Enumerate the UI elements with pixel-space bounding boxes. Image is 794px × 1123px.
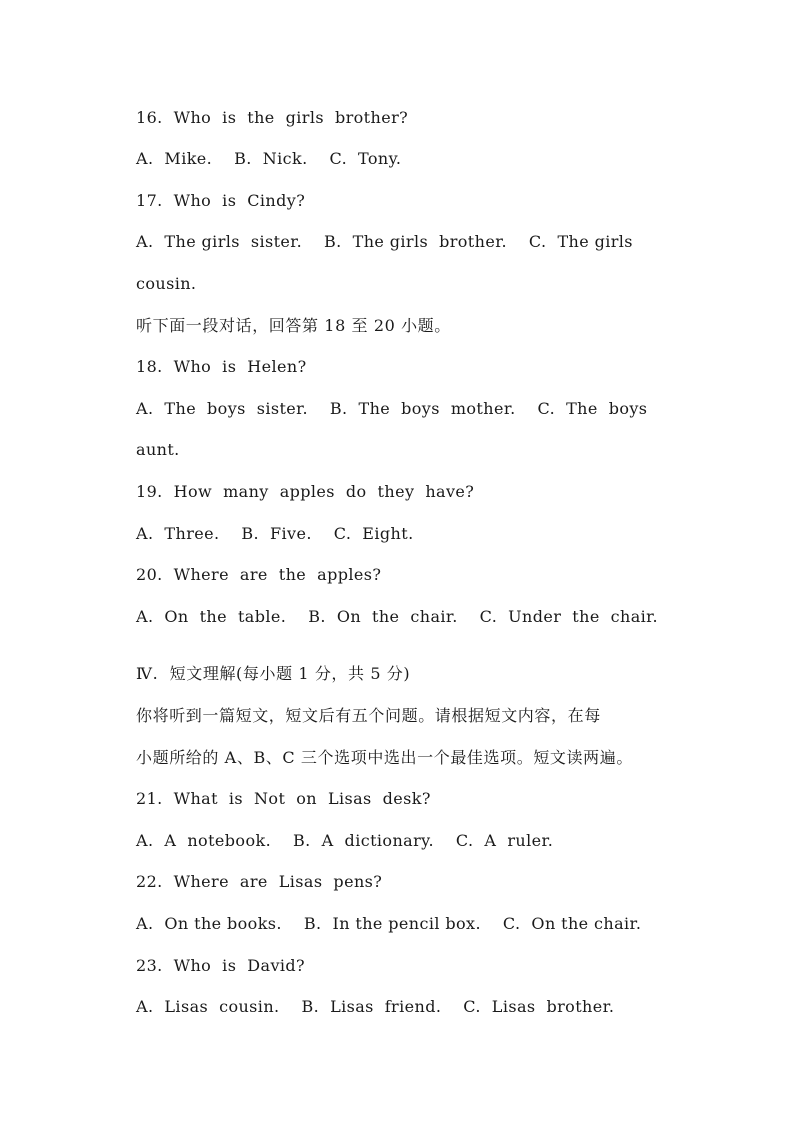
question-17-options-continued: cousin. xyxy=(136,274,197,293)
question-18-options: A. The boys sister. B. The boys mother. C. The boys xyxy=(136,399,648,418)
section-heading: Ⅳ. 短文理解(每小题 1 分，共 5 分) xyxy=(136,664,411,683)
question-20-options: A. On the table. B. On the chair. C. Under the chair. xyxy=(136,607,658,626)
dialogue-instruction: 听下面一段对话，回答第 18 至 20 小题。 xyxy=(136,316,451,335)
question-18-options-continued: aunt. xyxy=(136,440,180,459)
question-23: 23. Who is David? xyxy=(136,956,306,975)
question-16-options: A. Mike. B. Nick. C. Tony. xyxy=(136,149,402,168)
question-19: 19. How many apples do they have? xyxy=(136,482,475,501)
section-instruction-line-1: 你将听到一篇短文，短文后有五个问题。请根据短文内容，在每 xyxy=(136,706,601,725)
question-17: 17. Who is Cindy? xyxy=(136,191,306,210)
question-18: 18. Who is Helen? xyxy=(136,357,307,376)
question-22-options: A. On the books. B. In the pencil box. C. On the chair. xyxy=(136,914,642,933)
question-19-options: A. Three. B. Five. C. Eight. xyxy=(136,524,414,543)
question-21-options: A. A notebook. B. A dictionary. C. A ruler. xyxy=(136,831,554,850)
question-21: 21. What is Not on Lisas desk? xyxy=(136,789,431,808)
question-23-options: A. Lisas cousin. B. Lisas friend. C. Lisas brother. xyxy=(136,997,615,1016)
question-16: 16. Who is the girls brother? xyxy=(136,108,409,127)
question-17-options: A. The girls sister. B. The girls brother. C. The girls xyxy=(136,232,633,251)
section-instruction-line-2: 小题所给的 A、B、C 三个选项中选出一个最佳选项。短文读两遍。 xyxy=(136,748,633,767)
question-22: 22. Where are Lisas pens? xyxy=(136,872,383,891)
question-20: 20. Where are the apples? xyxy=(136,565,382,584)
